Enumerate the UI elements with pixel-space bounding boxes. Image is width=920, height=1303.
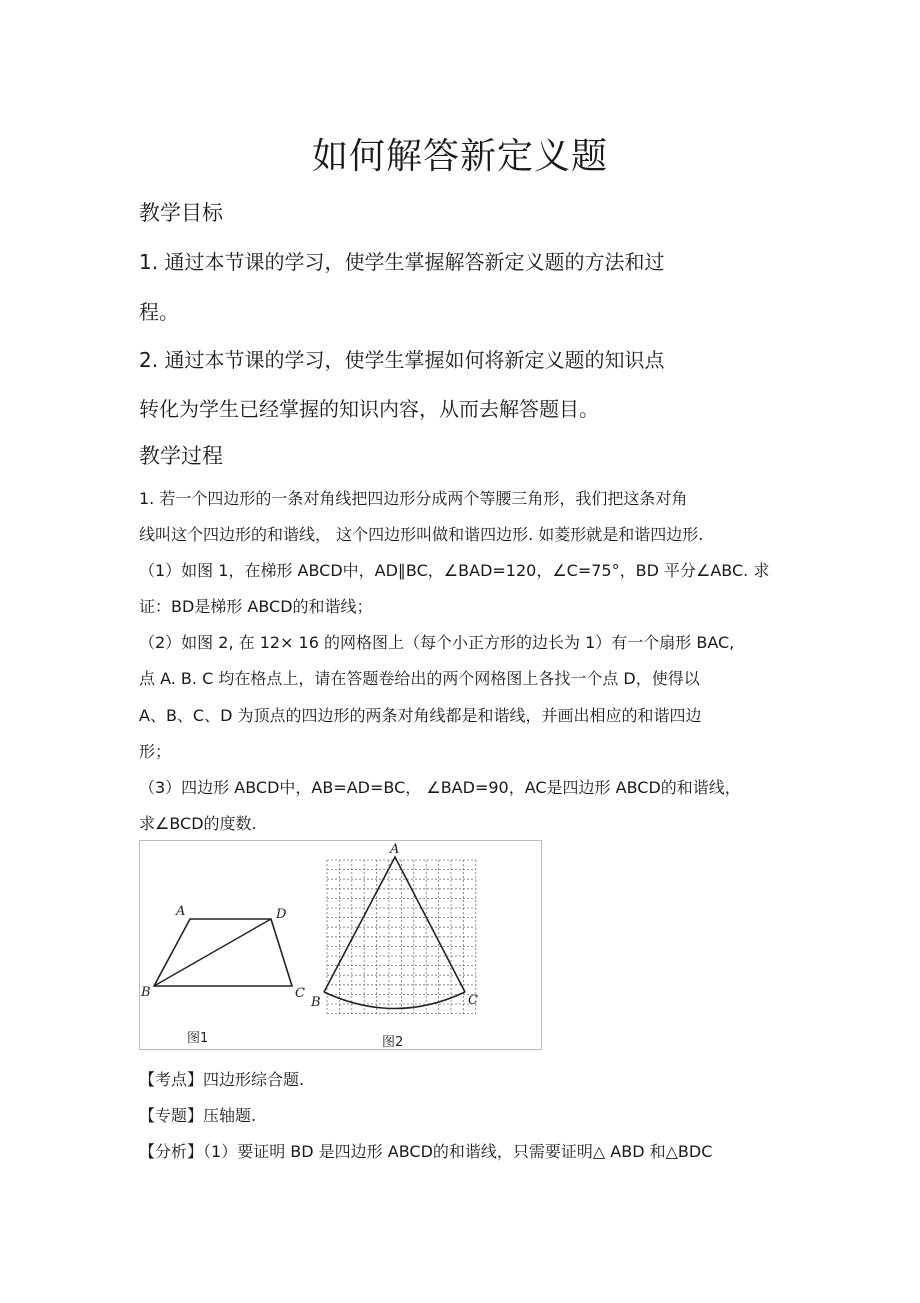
problem-line: （2）如图 2, 在 12× 16 的网格图上（每个小正方形的边长为 1）有一个扇形 BAC, <box>139 633 735 652</box>
goal-2-line-1: 2. 通过本节课的学习，使学生掌握如何将新定义题的知识点 <box>139 348 665 372</box>
fig1-label-c: C <box>295 986 305 1001</box>
fig1-caption: 图1 <box>187 1031 209 1046</box>
zhuanti-tag: 【专题】 <box>139 1106 204 1125</box>
fig2-label-c: C <box>468 993 478 1008</box>
page-title: 如何解答新定义题 <box>311 136 608 177</box>
fig1-label-b: B <box>141 985 151 1000</box>
fenxi-line <box>139 1139 712 1162</box>
goal-2-line-2: 转化为学生已经掌握的知识内容，从而去解答题目。 <box>139 397 599 421</box>
problem-line: （3）四边形 ABCD中，AB=AD=BC， ∠BAD=90，AC是四边形 ABCD的和谐线， <box>139 778 741 797</box>
problem-line: 形； <box>139 742 172 761</box>
fig2-label-a: A <box>390 842 400 857</box>
problem-line: （1）如图 1，在梯形 ABCD中，AD∥BC，∠BAD=120，∠C=75°，BD 平分∠ABC. 求 <box>139 561 770 580</box>
problem-line: A、B、C、D 为顶点的四边形的两条对角线都是和谐线，并画出相应的和谐四边 <box>139 706 702 725</box>
fenxi-text: （1）要证明 BD 是四边形 ABCD的和谐线，只需要证明△ ABD 和△BDC <box>203 1142 713 1161</box>
kaodian-text: 四边形综合题. <box>203 1070 305 1089</box>
fig1-label-a: A <box>176 904 186 919</box>
goal-1-line-1: 1. 通过本节课的学习，使学生掌握解答新定义题的方法和过 <box>139 250 665 274</box>
fig2-label-b: B <box>311 995 321 1010</box>
fig1-label-d: D <box>276 907 287 922</box>
zhuanti-line <box>139 1103 256 1126</box>
problem-figure <box>139 840 542 1050</box>
problem-line: 证：BD是梯形 ABCD的和谐线； <box>139 597 373 616</box>
fig2-caption: 图2 <box>382 1035 404 1050</box>
problem-line: 1. 若一个四边形的一条对角线把四边形分成两个等腰三角形，我们把这条对角 <box>139 489 688 508</box>
fenxi-tag: 【分析】 <box>139 1142 204 1161</box>
goal-1-line-2: 程。 <box>139 300 179 324</box>
kaodian-line <box>139 1067 304 1090</box>
problem-line: 线叫这个四边形的和谐线， 这个四边形叫做和谐四边形. 如菱形就是和谐四边形. <box>139 525 704 544</box>
zhuanti-text: 压轴题. <box>203 1106 257 1125</box>
section-heading-process: 教学过程 <box>139 444 223 468</box>
section-heading-goals: 教学目标 <box>139 201 223 225</box>
problem-line: 点 A. B. C 均在格点上，请在答题卷给出的两个网格图上各找一个点 D，使得以 <box>139 669 700 688</box>
kaodian-tag: 【考点】 <box>139 1070 204 1089</box>
problem-line: 求∠BCD的度数. <box>139 814 257 833</box>
